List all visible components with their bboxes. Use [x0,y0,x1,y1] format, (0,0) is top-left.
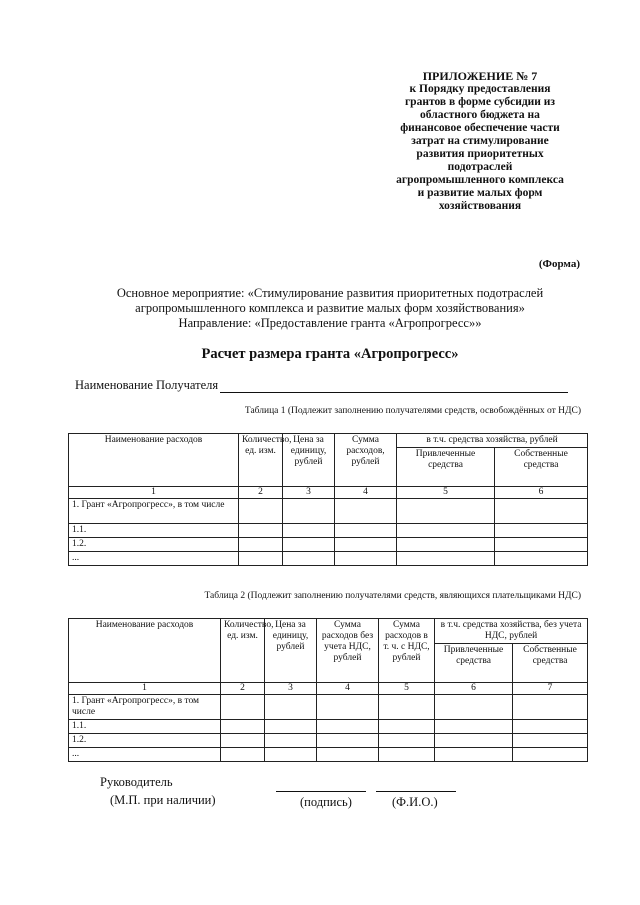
table1-caption: Таблица 1 (Подлежит заполнению получателями средств, освобождённых от НДС) [244,406,581,416]
table2 [68,618,588,762]
t2-col-number: 3 [265,683,317,695]
table-cell[interactable] [495,524,588,538]
table-cell[interactable] [283,499,335,524]
appendix-header [380,70,580,213]
t1-header-own: Собственные средства [495,448,588,487]
t1-header-price: Цена за единицу, рублей [283,434,335,487]
t2-header-group: в т.ч. средства хозяйства, без учета НДС, рублей [435,619,588,644]
table-cell[interactable] [265,720,317,734]
row-label: 1. Грант «Агропрогресс», в том числе [69,695,221,720]
t2-col-number: 6 [435,683,513,695]
table-cell[interactable] [435,748,513,762]
row-label: 1.1. [69,524,239,538]
appendix-line: хозяйствования [438,200,522,212]
appendix-line: агропромышленного комплекса [396,174,564,186]
t2-header-sum-no-vat: Сумма расходов без учета НДС, рублей [317,619,379,683]
table-cell[interactable] [265,695,317,720]
table-cell[interactable] [239,538,283,552]
table-cell[interactable] [379,695,435,720]
table-row [69,552,588,566]
row-label: 1.2. [69,538,239,552]
table-cell[interactable] [221,748,265,762]
table-cell[interactable] [513,748,588,762]
table-cell[interactable] [283,552,335,566]
table-cell[interactable] [435,734,513,748]
table-cell[interactable] [397,538,495,552]
table-cell[interactable] [239,552,283,566]
t1-col-number: 4 [335,487,397,499]
table-cell[interactable] [317,695,379,720]
name-line[interactable] [376,791,456,792]
table-cell[interactable] [283,538,335,552]
form-label: (Форма) [538,258,580,270]
measure-line: Основное мероприятие: «Стимулирование развития приоритетных подотраслей [116,286,544,300]
measure-line: агропромышленного комплекса и развитие малых форм хозяйствования» [135,301,525,315]
appendix-line: и развитие малых форм [417,187,543,199]
table-cell[interactable] [495,538,588,552]
table-cell[interactable] [435,695,513,720]
row-label: 1.2. [69,734,221,748]
table-cell[interactable] [317,720,379,734]
table-cell[interactable] [317,734,379,748]
table-cell[interactable] [265,748,317,762]
table-row [69,695,588,720]
t1-col-number: 6 [495,487,588,499]
calc-title: Расчет размера гранта «Агропрогресс» [201,346,459,362]
table-cell[interactable] [495,499,588,524]
table-cell[interactable] [335,524,397,538]
appendix-line: развития приоритетных [416,148,544,160]
table-cell[interactable] [317,748,379,762]
table-row [69,524,588,538]
appendix-line: подотраслей [447,161,513,173]
t1-col-number: 2 [239,487,283,499]
table-cell[interactable] [221,695,265,720]
t2-col-number: 5 [379,683,435,695]
t2-header-qty: Количество, ед. изм. [221,619,265,683]
table-cell[interactable] [379,734,435,748]
table-row [69,748,588,762]
appendix-line: грантов в форме субсидии из [404,96,556,108]
table-row [69,734,588,748]
table-cell[interactable] [335,552,397,566]
t1-col-number: 5 [397,487,495,499]
t2-header-attracted: Привлеченные средства [435,644,513,683]
t1-col-number: 3 [283,487,335,499]
appendix-title: ПРИЛОЖЕНИЕ № 7 [422,69,538,83]
table-cell[interactable] [513,695,588,720]
table-cell[interactable] [221,720,265,734]
recipient-label: Наименование Получателя [75,378,219,392]
table-cell[interactable] [397,499,495,524]
appendix-line: затрат на стимулирование [411,135,549,147]
table-row [69,538,588,552]
table-row [69,720,588,734]
table-cell[interactable] [435,720,513,734]
signature-caption: (подпись) [300,795,352,809]
table-cell[interactable] [335,538,397,552]
t2-col-number: 7 [513,683,588,695]
appendix-line: к Порядку предоставления [409,83,551,95]
t1-header-attracted: Привлеченные средства [397,448,495,487]
table-cell[interactable] [239,499,283,524]
signature-head: Руководитель [100,775,173,789]
name-caption: (Ф.И.О.) [392,795,438,809]
table-cell[interactable] [397,552,495,566]
t2-header-name: Наименование расходов [69,619,221,683]
t2-col-number: 2 [221,683,265,695]
signature-line[interactable] [276,791,366,792]
table-row [69,499,588,524]
t1-header-qty: Количество, ед. изм. [239,434,283,487]
row-label: 1.1. [69,720,221,734]
appendix-line: финансовое обеспечение части [400,122,560,134]
table-cell[interactable] [221,734,265,748]
row-label: 1. Грант «Агропрогресс», в том числе [69,499,239,524]
t1-header-group: в т.ч. средства хозяйства, рублей [397,434,588,448]
table-cell[interactable] [397,524,495,538]
table-cell[interactable] [239,524,283,538]
t2-header-own: Собственные средства [513,644,588,683]
table1 [68,433,588,566]
recipient-field [75,378,568,393]
table-cell[interactable] [265,734,317,748]
t2-col-number: 4 [317,683,379,695]
signature-mp: (М.П. при наличии) [110,793,216,807]
row-label: ... [69,748,221,762]
table2-caption: Таблица 2 (Подлежит заполнению получателями средств, являющихся плательщиками НДС) [204,591,581,601]
t2-header-price: Цена за единицу, рублей [265,619,317,683]
appendix-line: областного бюджета на [420,109,540,121]
t2-col-number: 1 [69,683,221,695]
table-cell[interactable] [379,720,435,734]
row-label: ... [69,552,239,566]
table-cell[interactable] [513,734,588,748]
table-cell[interactable] [495,552,588,566]
table-cell[interactable] [379,748,435,762]
table-cell[interactable] [335,499,397,524]
measure-line: Направление: «Предоставление гранта «Агропрогресс»» [178,316,482,330]
t1-col-number: 1 [69,487,239,499]
table-cell[interactable] [513,720,588,734]
t2-header-sum-vat: Сумма расходов в т. ч. с НДС, рублей [379,619,435,683]
recipient-input-line[interactable] [220,380,568,393]
t1-header-sum: Сумма расходов, рублей [335,434,397,487]
t1-header-name: Наименование расходов [69,434,239,487]
main-measure [60,286,600,331]
table-cell[interactable] [283,524,335,538]
